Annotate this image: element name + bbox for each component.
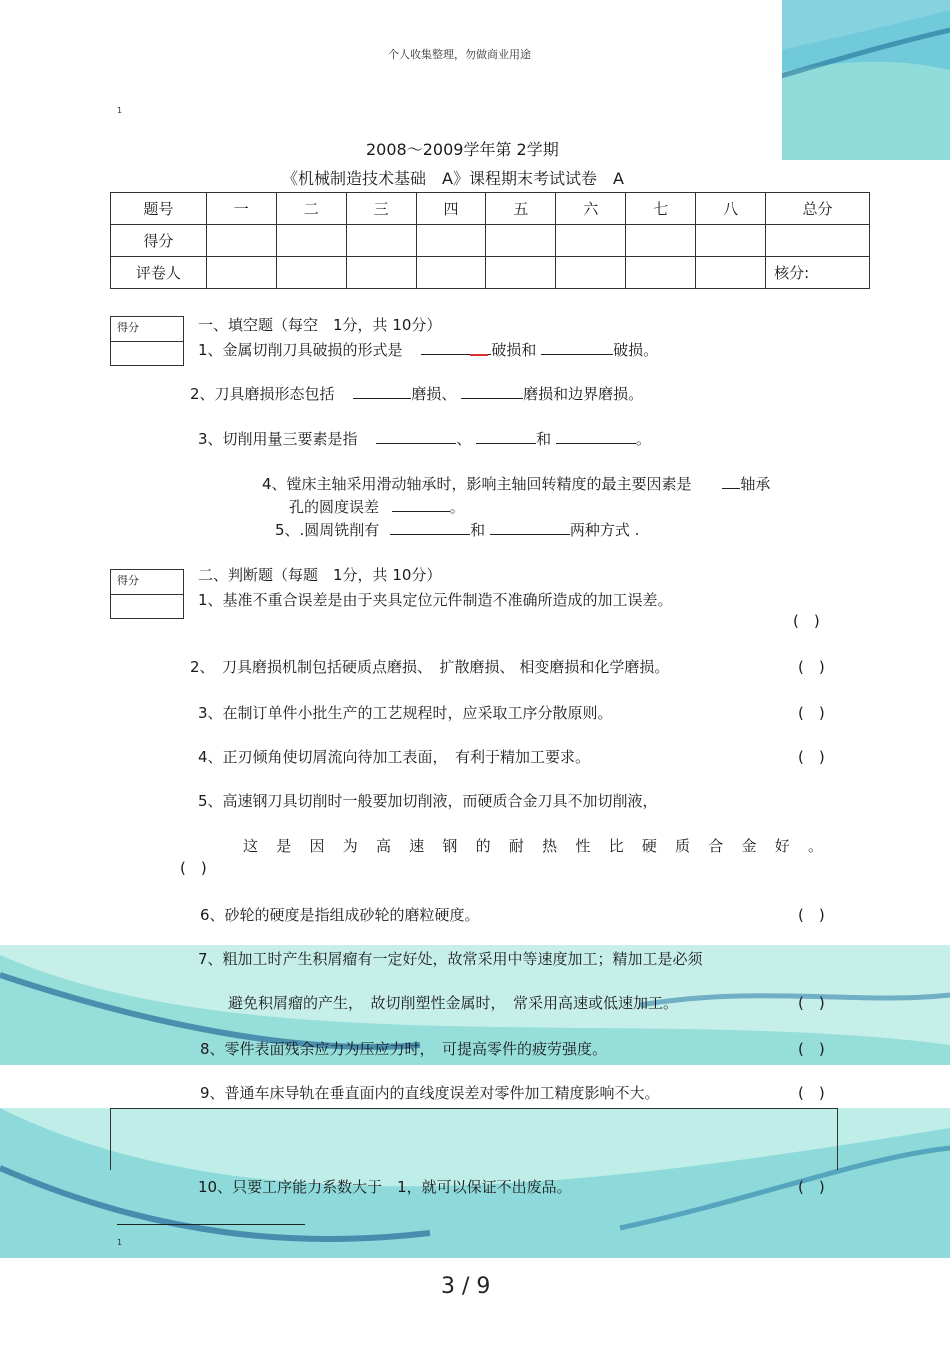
answer-parentheses[interactable]: ( ) [798,994,825,1012]
question-text: 孔的圆度误差 [289,498,380,516]
grader-cell [276,257,346,289]
answer-parentheses[interactable]: ( ) [180,859,207,877]
question-char: 为 [342,837,358,855]
answer-blank[interactable] [461,384,523,399]
question-char: 速 [409,837,425,855]
score-row [111,225,870,257]
answer-blank[interactable] [722,474,740,489]
score-cell [206,225,276,257]
answer-parentheses[interactable]: ( ) [798,1084,825,1102]
grader-cell [206,257,276,289]
judge-question-8: 8、零件表面残余应力为压应力时， 可提高零件的疲劳强度。 [200,1040,608,1058]
grader-cell [626,257,696,289]
answer-parentheses[interactable]: ( ) [798,1178,825,1196]
question-char: 合 [708,837,724,855]
score-cell [696,225,766,257]
judge-question-9: 9、普通车床导轨在垂直面内的直线度误差对零件加工精度影响不大。 [200,1084,660,1102]
column-header: 六 [556,193,626,225]
background-band-top [0,0,950,160]
judge-question-5-line2 [243,835,823,856]
question-char: 金 [741,837,757,855]
judge-question-3: 3、在制订单件小批生产的工艺规程时，应采取工序分散原则。 [198,704,613,722]
score-table [110,192,870,289]
exam-title: 《机械制造技术基础 A》课程期末考试试卷 A [282,169,624,188]
fill-question-2 [190,383,643,404]
question-text: 1、金属切削刀具破损的形式是 [198,341,403,359]
question-char: 。 [807,837,823,855]
question-text: 轴承 [740,475,771,493]
answer-blank[interactable] [421,340,491,355]
question-char: 钢 [442,837,458,855]
score-box-label: 得分 [117,574,139,587]
grader-cell [486,257,556,289]
question-text: 3、切削用量三要素是指 [198,430,358,448]
fill-question-4-line1 [262,473,770,494]
judge-question-5-line1: 5、高速钢刀具切削时一般要加切削液，而硬质合金刀具不加切削液， [198,792,658,810]
column-header: 总分 [766,193,870,225]
section1-heading: 一、填空题（每空 1分，共 10分） [198,316,442,334]
exam-term: 2008～2009学年第 2学期 [366,140,559,159]
question-text: 、 [456,430,472,448]
column-header: 四 [416,193,486,225]
answer-blank[interactable] [376,429,456,444]
question-text: 两种方式 . [569,521,640,539]
answer-parentheses[interactable]: ( ) [798,906,825,924]
answer-blank[interactable] [556,429,636,444]
answer-parentheses[interactable]: ( ) [798,658,825,676]
fill-question-4-line2 [289,496,465,517]
question-char: 质 [675,837,691,855]
question-char: 是 [276,837,292,855]
judge-question-6: 6、砂轮的硬度是指组成砂轮的磨粒硬度。 [200,906,480,924]
section2-heading: 二、判断题（每题 1分，共 10分） [198,566,442,584]
row-label: 得分 [111,225,207,257]
column-header: 七 [626,193,696,225]
question-text: 。 [635,430,651,448]
column-header: 五 [486,193,556,225]
page-number: 3 / 9 [441,1274,491,1299]
score-cell [486,225,556,257]
question-text: 破损和 [491,341,537,359]
question-text: 磨损、 [411,385,457,403]
score-box-label: 得分 [117,321,139,334]
score-cell [346,225,416,257]
judge-question-2: 2、 刀具磨损机制包括硬质点磨损、 扩散磨损、 相变磨损和化学磨损。 [190,658,670,676]
score-cell [416,225,486,257]
question-char: 耐 [508,837,524,855]
score-cell [556,225,626,257]
score-box-divider [111,341,183,342]
answer-parentheses[interactable]: ( ) [793,612,820,630]
grader-cell [696,257,766,289]
question-char: 高 [375,837,391,855]
answer-parentheses[interactable]: ( ) [798,748,825,766]
column-header: 三 [346,193,416,225]
question-text: 破损。 [613,341,659,359]
red-mark [470,354,488,356]
question-text: 2、刀具磨损形态包括 [190,385,335,403]
score-cell [626,225,696,257]
question-text: 和 [470,521,486,539]
grader-cell [556,257,626,289]
question-char: 比 [608,837,624,855]
question-char: 的 [475,837,491,855]
column-header: 八 [696,193,766,225]
row-label: 评卷人 [111,257,207,289]
question-text: 和 [536,430,552,448]
question-text: 4、镗床主轴采用滑动轴承时，影响主轴回转精度的最主要因素是 [262,475,692,493]
answer-blank[interactable] [476,429,536,444]
judge-question-1: 1、基准不重合误差是由于夹具定位元件制造不准确所造成的加工误差。 [198,591,673,609]
fill-question-5 [275,519,639,540]
grader-row [111,257,870,289]
row-label: 题号 [111,193,207,225]
score-box-section1 [110,316,184,366]
watermark-text: 个人收集整理，勿做商业用途 [388,48,531,61]
answer-blank[interactable] [392,497,450,512]
judge-question-7-line2: 避免积屑瘤的产生， 故切削塑性金属时， 常采用高速或低速加工。 [228,994,679,1012]
fill-question-1 [198,339,658,360]
question-text: 。 [449,498,465,516]
footnote-marker: 1 [117,1238,123,1247]
answer-parentheses[interactable]: ( ) [798,704,825,722]
score-box-divider [111,594,183,595]
question-char: 热 [542,837,558,855]
question-text: 磨损和边界磨损。 [523,385,644,403]
answer-blank[interactable] [490,520,570,535]
answer-blank[interactable] [541,340,613,355]
checker-cell: 核分: [766,257,870,289]
fill-question-3 [198,428,651,449]
answer-blank[interactable] [353,384,411,399]
question-char: 好 [774,837,790,855]
grader-cell [416,257,486,289]
footnote-rule [117,1224,305,1225]
score-box-section2 [110,569,184,619]
judge-question-10: 10、只要工序能力系数大于 1，就可以保证不出废品。 [198,1178,572,1196]
grader-cell [346,257,416,289]
question-char: 这 [243,837,259,855]
answer-parentheses[interactable]: ( ) [798,1040,825,1058]
question-char: 硬 [641,837,657,855]
answer-blank[interactable] [390,520,470,535]
question-char: 因 [309,837,325,855]
question-text: 5、.圆周铣削有 [275,521,380,539]
judge-question-7-line1: 7、粗加工时产生积屑瘤有一定好处，故常采用中等速度加工；精加工是必须 [198,950,703,968]
score-table-header-row [111,193,870,225]
score-cell [276,225,346,257]
frame-box [110,1108,838,1170]
judge-question-4: 4、正刃倾角使切屑流向待加工表面， 有利于精加工要求。 [198,748,591,766]
question-char: 性 [575,837,591,855]
score-cell [766,225,870,257]
column-header: 一 [206,193,276,225]
column-header: 二 [276,193,346,225]
footnote-marker-top: 1 [117,106,123,115]
